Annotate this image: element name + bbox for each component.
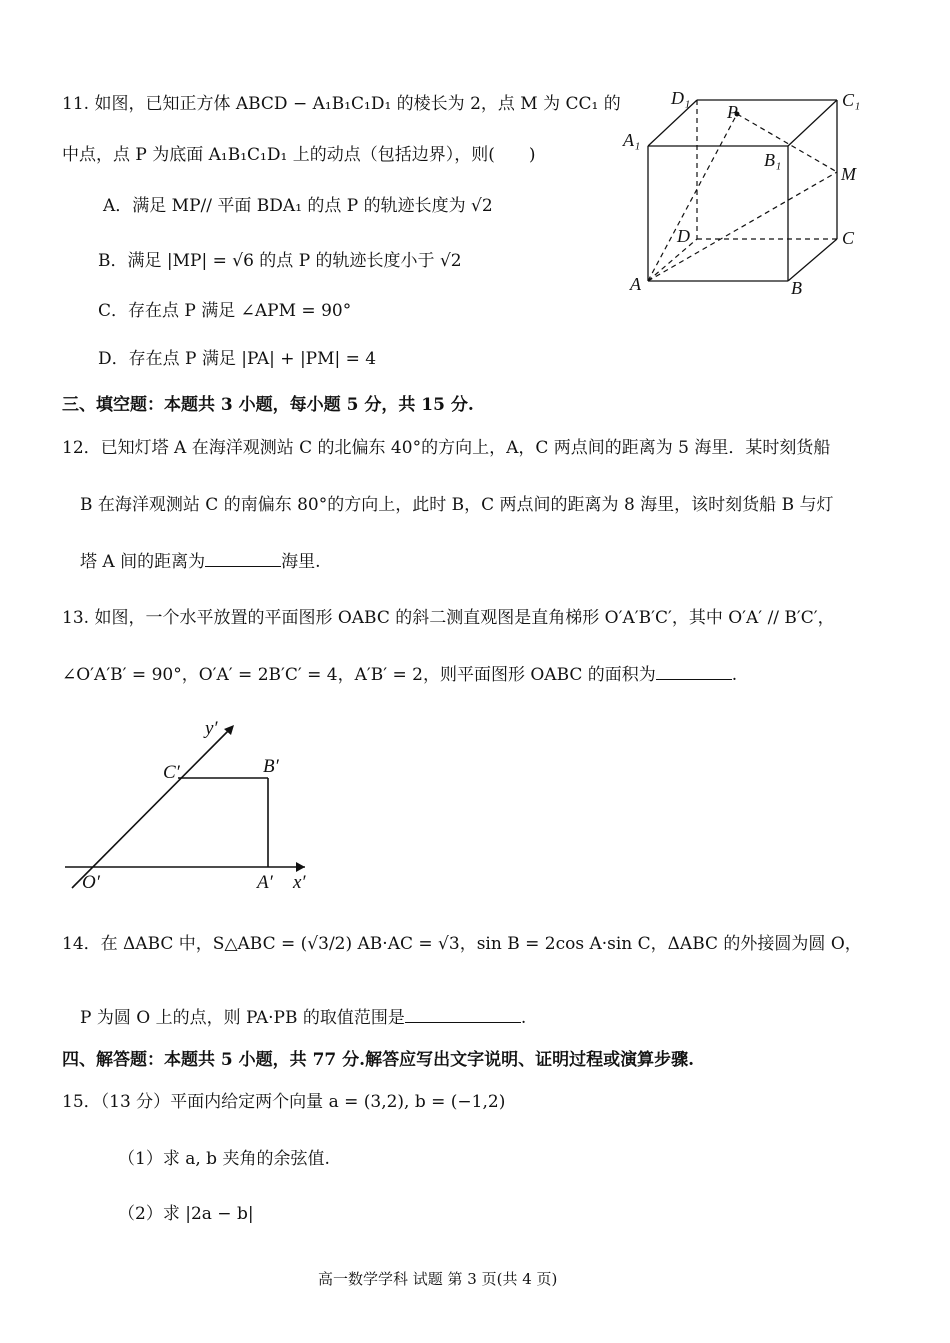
- section-3-heading: 三、填空题：本题共 3 小题，每小题 5 分，共 15 分.: [62, 395, 474, 415]
- label-p: P: [727, 102, 738, 122]
- label-a1: A₁: [623, 130, 641, 150]
- q12-answer-blank[interactable]: [205, 565, 281, 567]
- label-x-axis: x′: [293, 872, 306, 893]
- label-d: D: [677, 226, 690, 246]
- q12-line3: [80, 554, 321, 571]
- label-c1: C₁: [842, 90, 861, 110]
- q14-answer-blank[interactable]: [405, 1021, 521, 1023]
- q12-line3-text: 塔 A 间的距离为: [80, 552, 206, 572]
- q12-line2: B 在海洋观测站 C 的南偏东 80°的方向上，此时 B，C 两点间的距离为 8 海里，该时刻货船 B 与灯: [80, 495, 834, 515]
- q11-option-c: C．存在点 P 满足 ∠APM = 90°: [98, 301, 352, 321]
- q11-line2: 中点，点 P 为底面 A₁B₁C₁D₁ 上的动点（包括边界），则( ): [62, 145, 536, 165]
- q11-option-b: B．满足 |MP| = √6 的点 P 的轨迹长度小于 √2: [98, 251, 462, 271]
- label-a: A: [630, 274, 641, 294]
- label-b-prime: B′: [263, 756, 279, 777]
- cube-figure: [615, 80, 885, 300]
- q11-line1: 11. 如图，已知正方体 ABCD − A₁B₁C₁D₁ 的棱长为 2，点 M 为 CC₁ 的: [62, 94, 621, 114]
- q12-line1: 12．已知灯塔 A 在海洋观测站 C 的北偏东 40°的方向上，A，C 两点间的距离为 5 海里．某时刻货船: [62, 438, 831, 458]
- q13-answer-blank[interactable]: [656, 678, 732, 680]
- q14-line2-end: .: [520, 1008, 527, 1028]
- section-4-heading: 四、解答题：本题共 5 小题，共 77 分.解答应写出文字说明、证明过程或演算步骤.: [62, 1050, 694, 1070]
- label-o-prime: O′: [82, 872, 100, 893]
- trapezoid-figure: [60, 710, 330, 900]
- label-d1: D₁: [671, 88, 691, 108]
- q14-line2: [80, 1010, 526, 1027]
- label-m: M: [841, 164, 856, 184]
- q14-line1: 14．在 ΔABC 中，S△ABC = (√3/2) AB·AC = √3，sin B = 2cos A·sin C，ΔABC 的外接圆为圆 O，: [62, 934, 862, 954]
- label-b1: B₁: [764, 150, 782, 170]
- q15-line1: 15．（13 分）平面内给定两个向量 a = (3,2), b = (−1,2): [62, 1092, 506, 1112]
- label-a-prime: A′: [257, 872, 273, 893]
- q13-line1: 13. 如图，一个水平放置的平面图形 OABC 的斜二测直观图是直角梯形 O′A′B′C′，其中 O′A′ // B′C′，: [62, 608, 835, 628]
- label-c: C: [842, 228, 855, 248]
- label-b: B: [791, 278, 802, 298]
- q13-line2-end: .: [731, 665, 738, 685]
- q15-part1: （1）求 a, b 夹角的余弦值.: [118, 1149, 330, 1169]
- q13-line2-text: ∠O′A′B′ = 90°，O′A′ = 2B′C′ = 4，A′B′ = 2，则平面图形 OABC 的面积为: [62, 665, 656, 685]
- q15-part2: （2）求 |2a − b|: [118, 1204, 254, 1224]
- q14-line2-text: P 为圆 O 上的点，则 PA·PB 的取值范围是: [80, 1008, 405, 1028]
- label-y-axis: y′: [205, 718, 218, 739]
- label-c-prime: C′: [163, 762, 180, 783]
- page-footer: 高一数学学科 试题 第 3 页(共 4 页): [318, 1270, 558, 1288]
- q12-line3-end: 海里.: [281, 552, 321, 572]
- q11-option-d: D．存在点 P 满足 |PA| + |PM| = 4: [98, 349, 377, 369]
- q13-line2: [62, 667, 737, 684]
- q11-option-a: A．满足 MP// 平面 BDA₁ 的点 P 的轨迹长度为 √2: [103, 196, 493, 216]
